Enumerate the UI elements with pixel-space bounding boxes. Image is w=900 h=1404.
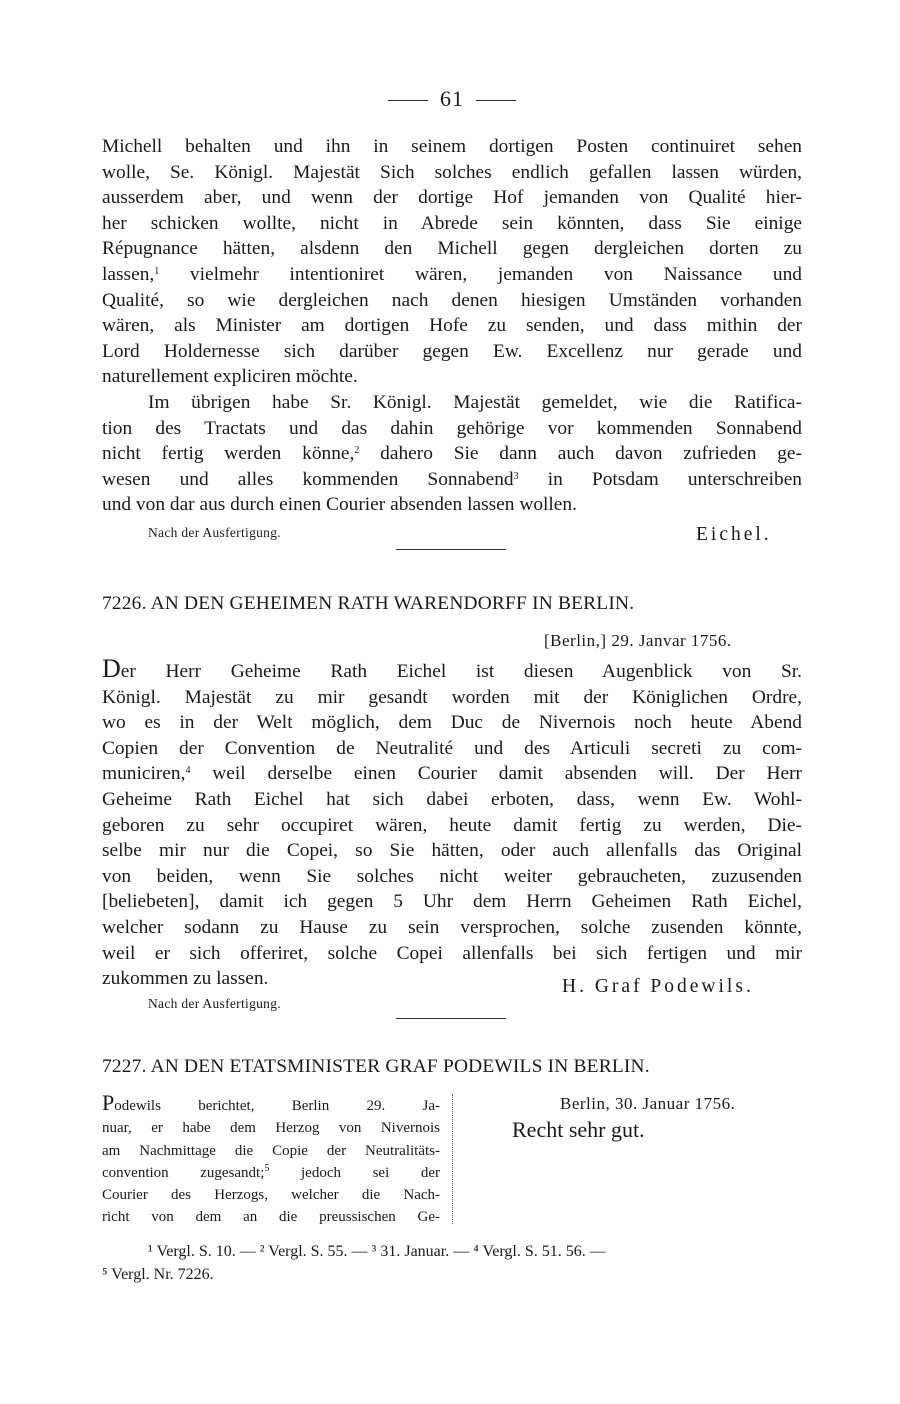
footnote-marker: 4 <box>185 765 191 777</box>
letter-dateline: [Berlin,] 29. Janvar 1756. <box>544 631 732 650</box>
drop-cap: P <box>102 1090 115 1115</box>
text-fragment: in Potsdam unterschreiben <box>518 468 803 490</box>
drop-cap: D <box>102 654 121 683</box>
text-line: geboren zu sehr occupiret wären, heute damit fertig zu werden, Die- <box>102 814 802 836</box>
text-line: am Nachmittage die Copie der Neutralitäts- <box>102 1142 440 1159</box>
text-fragment: nicht fertig werden könne, <box>102 443 355 465</box>
text-line: wären, als Minister am dortigen Hofe zu senden, und dass mithin der <box>102 315 802 337</box>
text-fragment: vielmehr intentioniret wären, jemanden von Naissance und <box>159 263 802 285</box>
footnote-marker: 5 <box>264 1162 270 1174</box>
text-fragment: dahero Sie dann auch davon zufrieden ge- <box>359 443 802 465</box>
text-line: ausserdem aber, und wenn der dortige Hof jemanden von Qualité hier- <box>102 187 802 209</box>
text-line-with-footnote <box>102 441 802 467</box>
column-separator <box>452 1094 453 1224</box>
reply-text: Recht sehr gut. <box>512 1117 645 1142</box>
signature: H. Graf Podewils. <box>562 976 754 997</box>
text-fragment: weil derselbe einen Courier damit absenden will. Der Herr <box>190 763 802 785</box>
summary-column <box>102 1092 440 1229</box>
text-line: wolle, Se. Königl. Majestät Sich solches endlich gefallen lassen würden, <box>102 161 802 183</box>
footnote-marker: 3 <box>513 470 519 482</box>
text-line: nuar, er habe dem Herzog von Nivernois <box>102 1120 440 1137</box>
text-fragment: convention zugesandt; <box>102 1164 265 1181</box>
text-fragment: odewils berichtet, Berlin 29. Ja- <box>114 1098 440 1114</box>
text-line: Courier des Herzogs, welcher die Nach- <box>102 1187 440 1204</box>
text-line: welcher sodann zu Hause zu sein versprochen, solche zusenden könnte, <box>102 916 802 938</box>
footnote-marker: 1 <box>154 265 160 277</box>
signature: Eichel. <box>696 524 772 545</box>
footnotes <box>102 1240 802 1286</box>
footnote-marker: 2 <box>354 445 360 457</box>
text-line-with-footnote <box>102 262 802 288</box>
folio-dash-right <box>476 100 516 101</box>
text-line: selbe mir nur die Copei, so Sie hätten, oder auch allenfalls das Original <box>102 840 802 862</box>
footnote-line: ⁵ Vergl. Nr. 7226. <box>102 1266 214 1283</box>
text-line: zukommen zu lassen. <box>102 968 269 990</box>
text-line: wo es in der Welt möglich, dem Duc de Nivernois noch heute Abend <box>102 712 802 734</box>
text-line: Qualité, so wie dergleichen nach denen hiesigen Umständen vorhanden <box>102 289 802 311</box>
text-line-with-footnote <box>102 467 802 493</box>
section-divider <box>396 549 506 550</box>
text-line: und von dar aus durch einen Courier absenden lassen wollen. <box>102 494 577 516</box>
letter-heading: 7227. AN DEN ETATSMINISTER GRAF PODEWILS IN BERLIN. <box>102 1056 650 1077</box>
text-fragment: lassen, <box>102 263 155 285</box>
text-line: Copien der Convention de Neutralité und des Articuli secreti zu com- <box>102 737 802 759</box>
continued-paragraph <box>102 134 802 518</box>
letter-body <box>102 656 802 992</box>
text-line-with-dropcap <box>102 656 802 685</box>
text-line-with-dropcap <box>102 1092 440 1117</box>
folio-dash-left <box>388 100 428 101</box>
text-line: Lord Holdernesse sich darüber gegen Ew. Excellenz nur gerade und <box>102 340 802 362</box>
source-note: Nach der Ausfertigung. <box>148 525 281 540</box>
text-line: weil er sich offeriret, solche Copei allenfalls bei sich fertigen und mir <box>102 942 802 964</box>
text-line: tion des Tractats und das dahin gehörige vor kommenden Sonnabend <box>102 417 802 439</box>
text-line: von beiden, wenn Sie solches nicht weiter gebraucheten, zuzusenden <box>102 865 802 887</box>
text-line: Michell behalten und ihn in seinem dortigen Posten continuiret sehen <box>102 136 802 157</box>
text-line: Im übrigen habe Sr. Königl. Majestät gemeldet, wie die Ratifica- <box>148 391 802 413</box>
section-divider <box>396 1018 506 1019</box>
letter-dateline: Berlin, 30. Januar 1756. <box>560 1094 736 1113</box>
text-line: her schicken wollte, nicht in Abrede sein könnten, dass Sie einige <box>102 212 802 234</box>
source-note: Nach der Ausfertigung. <box>148 996 281 1011</box>
text-line: naturellement expliciren möchte. <box>102 366 358 388</box>
page-number <box>102 86 802 112</box>
text-fragment: municiren, <box>102 763 186 785</box>
text-line: [beliebeten], damit ich gegen 5 Uhr dem Herrn Geheimen Rath Eichel, <box>102 891 802 913</box>
text-line: Königl. Majestät zu mir gesandt worden mit der Königlichen Ordre, <box>102 686 802 708</box>
text-fragment: wesen und alles kommenden Sonnabend <box>102 468 514 490</box>
text-line: Geheime Rath Eichel hat sich dabei erboten, dass, wenn Ew. Wohl- <box>102 788 802 810</box>
text-line-with-footnote <box>102 1162 440 1184</box>
text-line: Répugnance hätten, alsdenn den Michell gegen dergleichen dorten zu <box>102 238 802 260</box>
text-line-with-footnote <box>102 761 802 787</box>
letter-heading: 7226. AN DEN GEHEIMEN RATH WARENDORFF IN BERLIN. <box>102 593 635 614</box>
footnote-line: ¹ Vergl. S. 10. — ² Vergl. S. 55. — ³ 31. Januar. — ⁴ Vergl. S. 51. 56. — <box>148 1243 606 1260</box>
text-line: richt von dem an die preussischen Ge- <box>102 1209 440 1226</box>
page-number-text: 61 <box>440 86 464 111</box>
text-fragment: jedoch sei der <box>269 1164 440 1181</box>
text-fragment: er Herr Geheime Rath Eichel ist diesen Augenblick von Sr. <box>120 661 802 682</box>
